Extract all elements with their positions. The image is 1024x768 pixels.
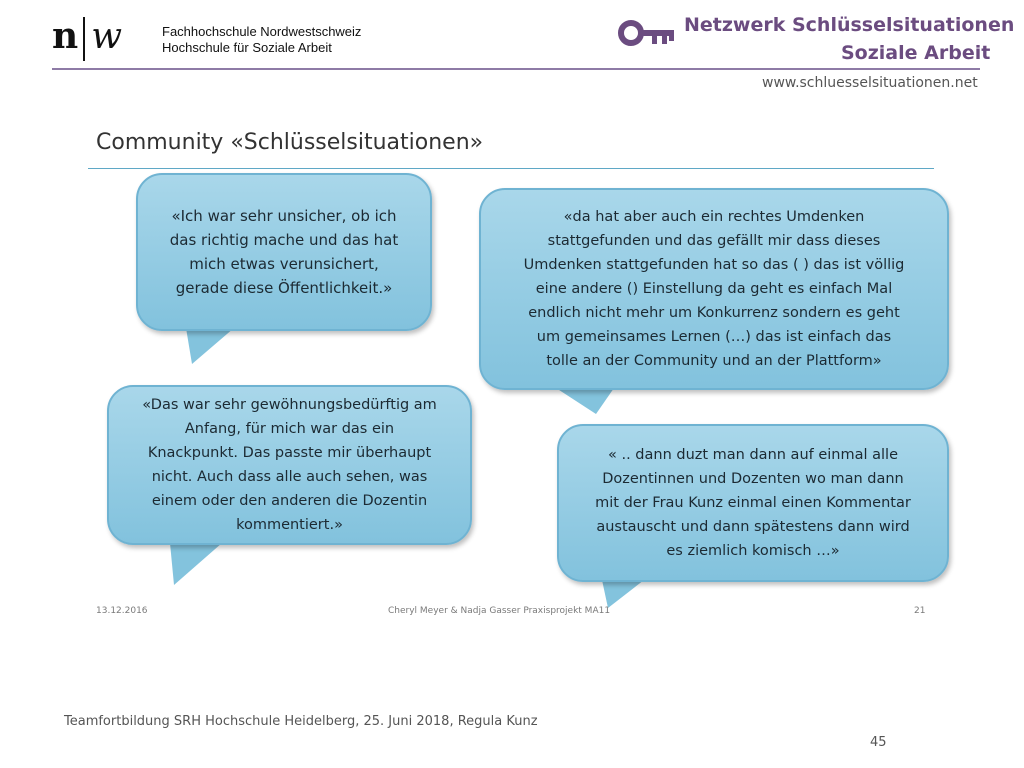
fhnw-logo-mark: n w <box>52 15 121 61</box>
speech-bubble-quote-4: « .. dann duzt man dann auf einmal alle Dozentinnen und Dozenten wo man dann mit der Frau Kunz einmal einen Kommentar austauscht und dann spätestens dann wird es ziemlich komisch …» <box>557 424 949 582</box>
institution-name <box>162 24 361 56</box>
title-divider <box>88 168 934 169</box>
institution-line-2: Hochschule für Soziale Arbeit <box>162 40 332 55</box>
page-number: 45 <box>870 735 887 750</box>
speech-bubble-tail <box>186 328 234 364</box>
speech-bubble-tail <box>170 543 222 585</box>
speech-bubble-quote-2: «da hat aber auch ein rechtes Umdenken stattgefunden und das gefällt mir dass dieses Umdenken stattgefunden hat so das ( ) das ist völlig eine andere () Einstellung da geht es einfach Mal endlich nicht mehr um Konkurrenz sondern es geht um gemeinsames Lernen (…) das ist einfach das tolle an der Community und an der Plattform» <box>479 188 949 390</box>
speech-bubble-quote-1: «Ich war sehr unsicher, ob ich das richtig mache und das hat mich etwas verunsichert, gerade diese Öffentlichkeit.» <box>136 173 432 331</box>
network-title: Netzwerk Schlüsselsituationen <box>684 14 1015 36</box>
speech-bubble-quote-3: «Das war sehr gewöhnungsbedürftig am Anfang, für mich war das ein Knackpunkt. Das passte mir überhaupt nicht. Auch dass alle auch sehen, was einem oder den anderen die Dozentin kommentiert.» <box>107 385 472 545</box>
network-subtitle: Soziale Arbeit <box>841 42 991 64</box>
header-divider <box>52 68 980 70</box>
slide-footer-page-number: 21 <box>914 606 926 616</box>
slide-title: Community «Schlüsselsituationen» <box>96 130 484 155</box>
institution-line-1: Fachhochschule Nordwestschweiz <box>162 24 362 39</box>
network-url[interactable]: www.schluesselsituationen.net <box>762 75 978 88</box>
key-icon <box>618 18 676 48</box>
speech-bubble-tail <box>556 388 614 414</box>
slide-footer-date: 13.12.2016 <box>96 606 148 616</box>
speech-bubble-tail <box>602 580 644 608</box>
fhnw-logo <box>52 14 121 62</box>
slide-footer-authors: Cheryl Meyer & Nadja Gasser Praxisprojekt MA11 <box>388 606 611 616</box>
document-footer: Teamfortbildung SRH Hochschule Heidelberg, 25. Juni 2018, Regula Kunz <box>64 714 538 729</box>
